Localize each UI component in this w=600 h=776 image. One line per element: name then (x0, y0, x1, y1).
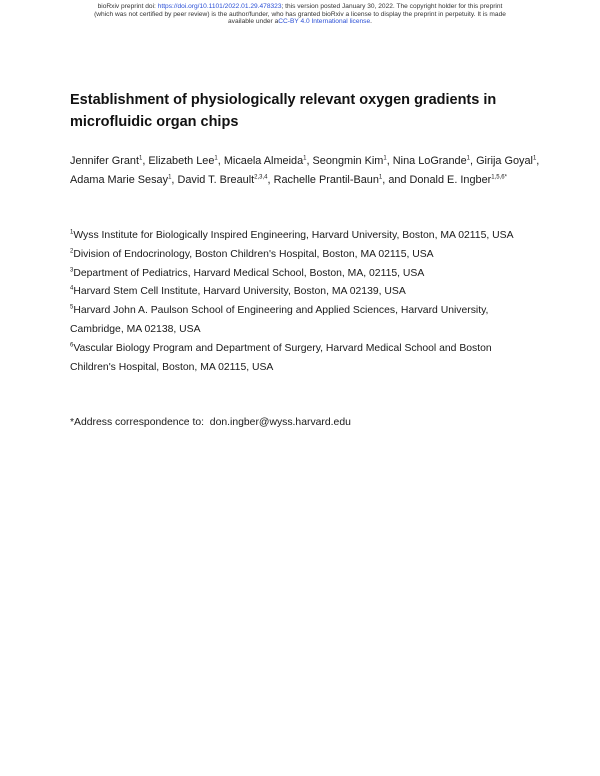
author-name: Girija Goyal (476, 155, 533, 167)
author-affiliation-mark: 1 (378, 174, 383, 181)
affiliation-number: 2 (70, 248, 74, 255)
author-affiliation-mark: 1 (532, 155, 537, 162)
affiliation-item (70, 265, 540, 284)
author-separator: , (217, 155, 224, 167)
author-name: Adama Marie Sesay (70, 174, 169, 187)
license-link[interactable]: CC-BY 4.0 International license (278, 18, 371, 26)
author-affiliation-mark: 1 (139, 155, 143, 162)
correspondence (70, 414, 540, 432)
affiliation-item (70, 283, 540, 302)
affiliation-number: 1 (70, 229, 74, 236)
author-separator: , (267, 174, 274, 187)
author-separator: , (386, 155, 393, 167)
affiliation-text: Vascular Biology Program and Department of Surgery, Harvard Medical School and Boston Children's Hospital, Boston, MA 02115, USA (70, 342, 492, 373)
affiliation-text: Harvard John A. Paulson School of Engineering and Applied Sciences, Harvard University, Cambridge, MA 02138, USA (70, 305, 489, 335)
author-affiliation-mark: 1 (466, 155, 470, 162)
header-line-1 (0, 3, 600, 11)
header-line-2: (which was not certified by peer review) is the author/funder, who has granted bioRxiv a license to display the preprint in perpetuity. It is made (94, 10, 506, 18)
author-affiliation-mark: 2,3,4 (254, 174, 268, 181)
author-name: Jennifer Grant (70, 155, 140, 167)
affiliation-number: 4 (70, 285, 74, 292)
affiliation-item (70, 227, 540, 246)
author-separator: , and (382, 174, 410, 187)
author-affiliation-mark: 1 (168, 174, 172, 181)
author-name: Seongmin Kim (312, 155, 384, 167)
author-affiliation-mark: 1,5,6* (491, 174, 507, 181)
affiliation-item (70, 246, 540, 265)
author-separator: , (536, 155, 540, 167)
correspondence-label: *Address correspondence to: (70, 417, 205, 428)
header-license-prefix: available under a (228, 18, 279, 26)
author-separator: , (171, 174, 178, 187)
author-separator: , (142, 155, 149, 167)
doi-link[interactable]: https://doi.org/10.1101/2022.01.29.478323 (157, 3, 282, 10)
author-name: Micaela Almeida (223, 155, 304, 167)
affiliation-list (70, 227, 540, 377)
affiliation-number: 5 (70, 304, 74, 311)
author-list (70, 152, 540, 191)
affiliation-text: Division of Endocrinology, Boston Children's Hospital, Boston, MA 02115, USA (73, 248, 434, 260)
author-name: Rachelle Prantil-Baun (273, 174, 379, 187)
author-affiliation-mark: 1 (383, 155, 387, 162)
affiliation-item (70, 340, 540, 378)
author-name: Donald E. Ingber (409, 174, 492, 187)
header-license-suffix: . (370, 18, 372, 26)
author-affiliation-mark: 1 (214, 155, 218, 162)
affiliation-text: Department of Pediatrics, Harvard Medical School, Boston, MA, 02115, USA (73, 267, 425, 279)
author-separator: , (306, 155, 313, 167)
author-name: Elizabeth Lee (148, 155, 215, 167)
affiliation-text: Harvard Stem Cell Institute, Harvard University, Boston, MA 02139, USA (73, 286, 406, 298)
header-copyright-text: ; this version posted January 30, 2022. The copyright holder for this preprint (281, 3, 503, 10)
affiliation-number: 6 (70, 342, 74, 349)
header-line-3 (0, 18, 600, 26)
preprint-header (0, 3, 600, 26)
header-doi-prefix: bioRxiv preprint doi: (97, 3, 158, 10)
author-affiliation-mark: 1 (303, 155, 307, 162)
affiliation-number: 3 (70, 267, 74, 274)
author-name: Nina LoGrande (392, 155, 467, 167)
correspondence-email[interactable]: don.ingber@wyss.harvard.edu (209, 417, 351, 428)
author-name: David T. Breault (177, 174, 255, 187)
affiliation-text: Wyss Institute for Biologically Inspired Engineering, Harvard University, Boston, MA 02115, USA (73, 230, 514, 241)
affiliation-item (70, 302, 540, 340)
author-separator: , (470, 155, 477, 167)
paper-title: Establishment of physiologically relevant oxygen gradients in microfluidic organ chips (70, 92, 497, 130)
